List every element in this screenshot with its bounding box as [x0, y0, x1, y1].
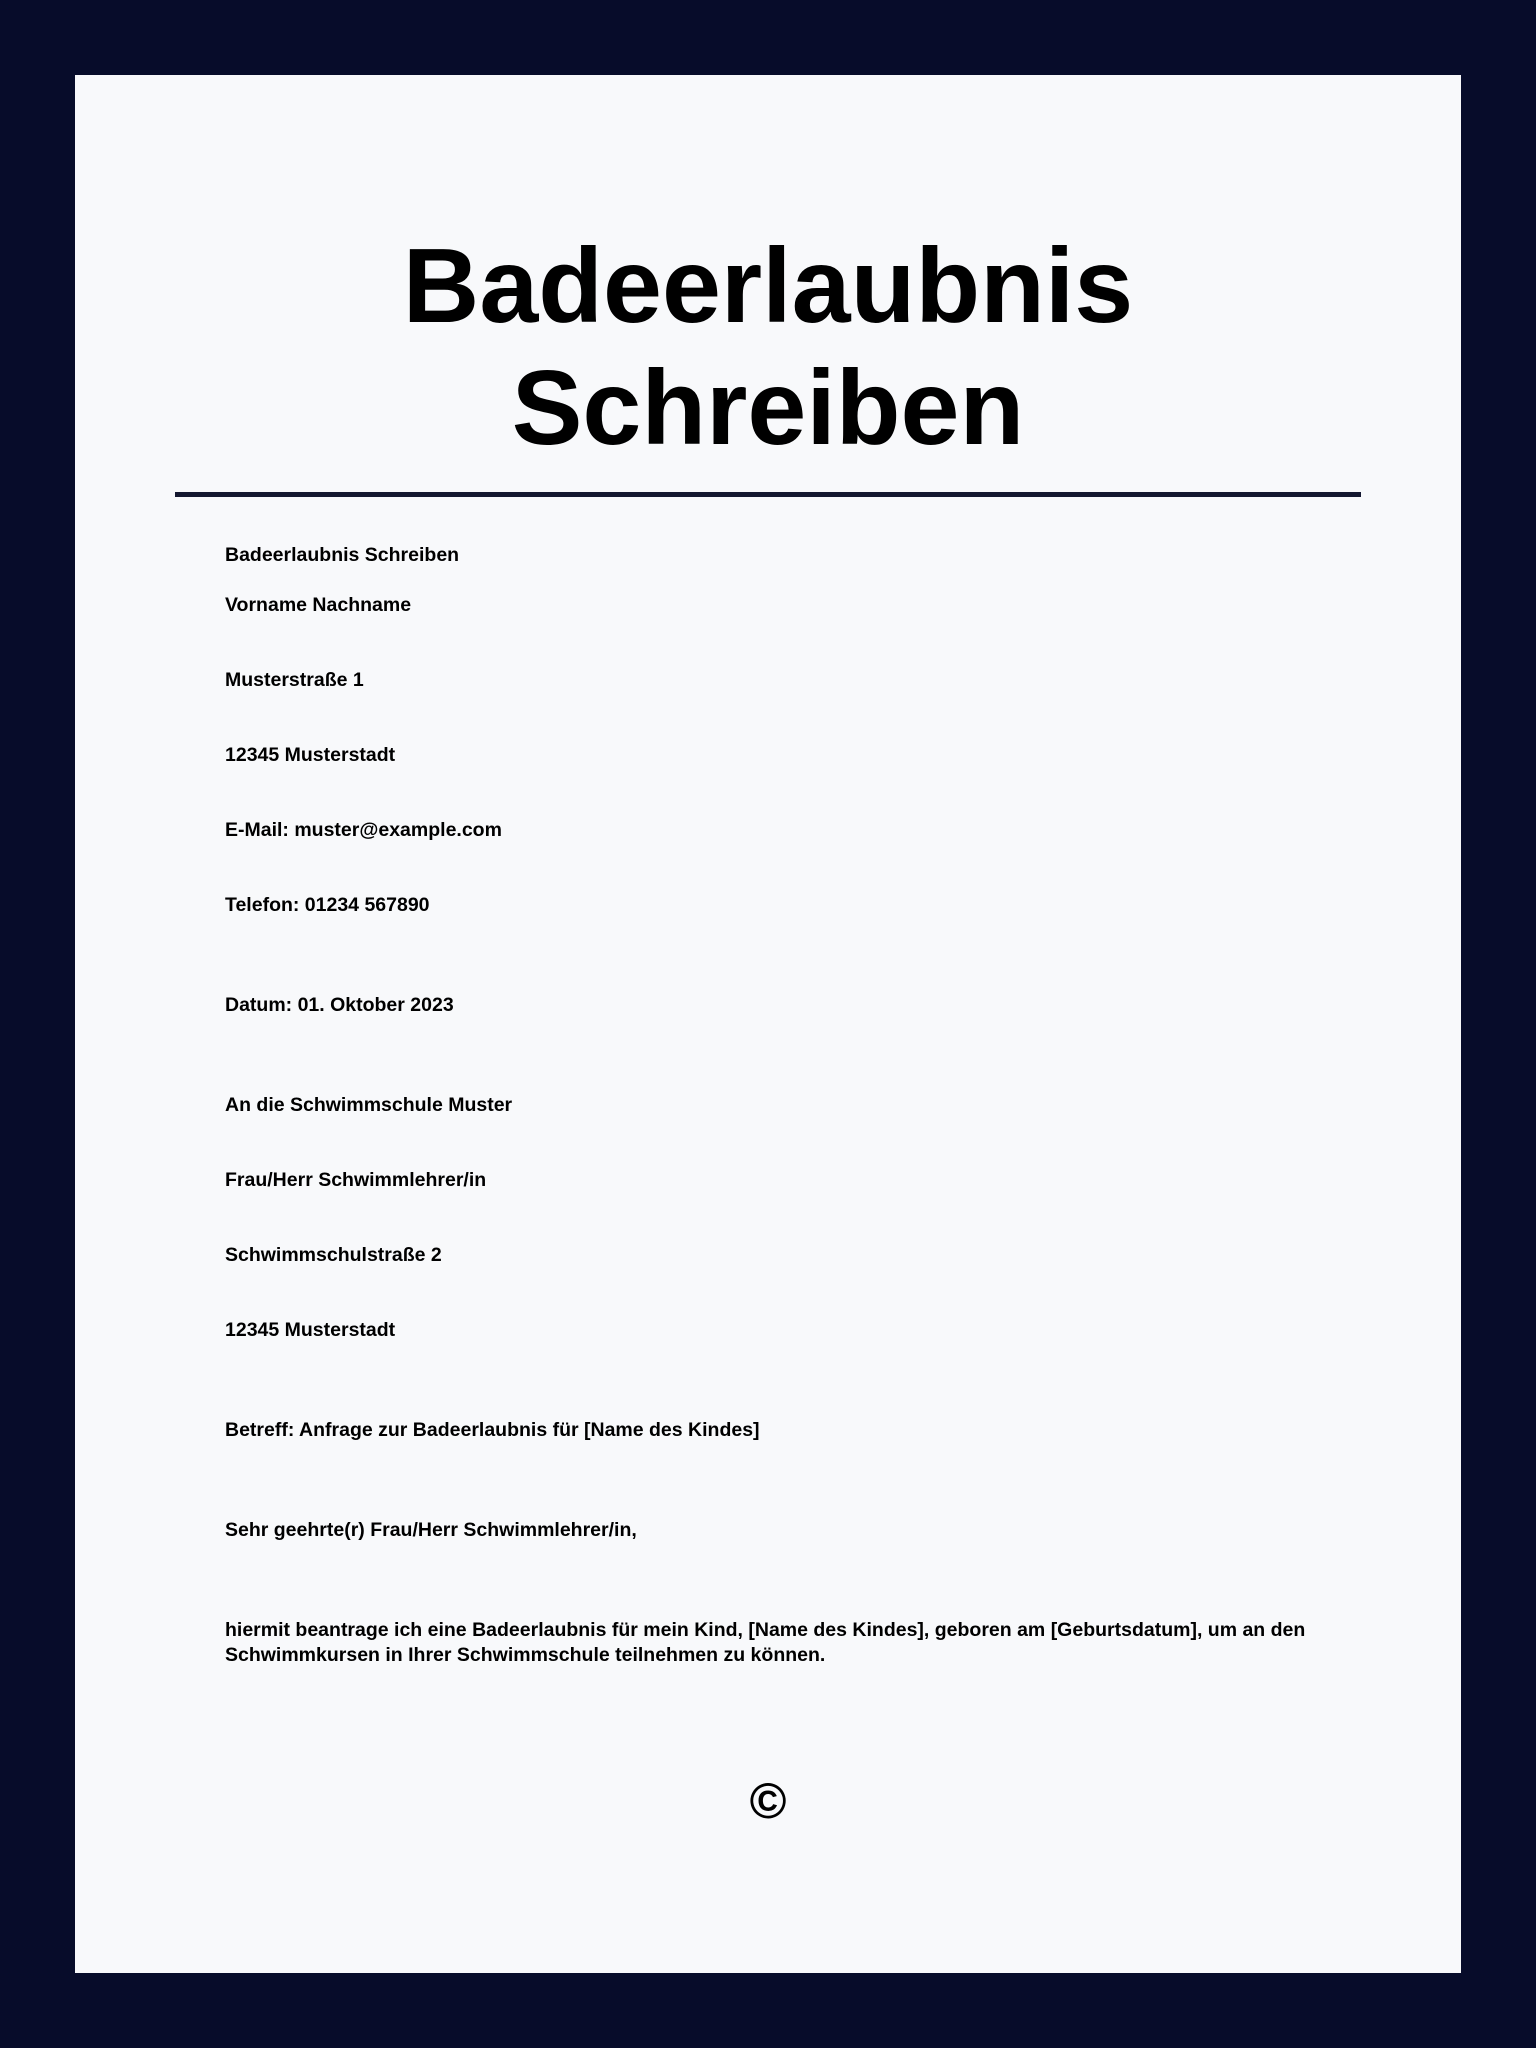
title-line-1: Badeerlaubnis — [402, 227, 1134, 345]
sender-email: E-Mail: muster@example.com — [225, 819, 502, 841]
page-title — [75, 225, 1461, 469]
recipient-city: 12345 Musterstadt — [225, 1319, 396, 1341]
letter-salutation: Sehr geehrte(r) Frau/Herr Schwimmlehrer/in, — [225, 1519, 637, 1541]
sender-phone: Telefon: 01234 567890 — [225, 894, 430, 916]
recipient-street: Schwimmschulstraße 2 — [225, 1244, 442, 1266]
title-line-2: Schreiben — [511, 349, 1025, 467]
document-heading: Badeerlaubnis Schreiben — [225, 544, 460, 566]
letter-body: hiermit beantrage ich eine Badeerlaubnis für mein Kind, [Name des Kindes], geboren am [Geburtsdatum], um an den Schwimmkursen in Ihrer Schwimmschule teilnehmen zu können. — [225, 1619, 1306, 1666]
recipient-org: An die Schwimmschule Muster — [225, 1094, 513, 1116]
sender-name: Vorname Nachname — [225, 594, 412, 616]
letter-subject: Betreff: Anfrage zur Badeerlaubnis für [Name des Kindes] — [225, 1419, 760, 1441]
document-page — [75, 75, 1461, 1973]
letter-date: Datum: 01. Oktober 2023 — [225, 994, 454, 1016]
title-divider — [175, 492, 1361, 497]
copyright-icon: © — [749, 1773, 787, 1829]
sender-street: Musterstraße 1 — [225, 669, 364, 691]
sender-city: 12345 Musterstadt — [225, 744, 396, 766]
recipient-person: Frau/Herr Schwimmlehrer/in — [225, 1169, 487, 1191]
